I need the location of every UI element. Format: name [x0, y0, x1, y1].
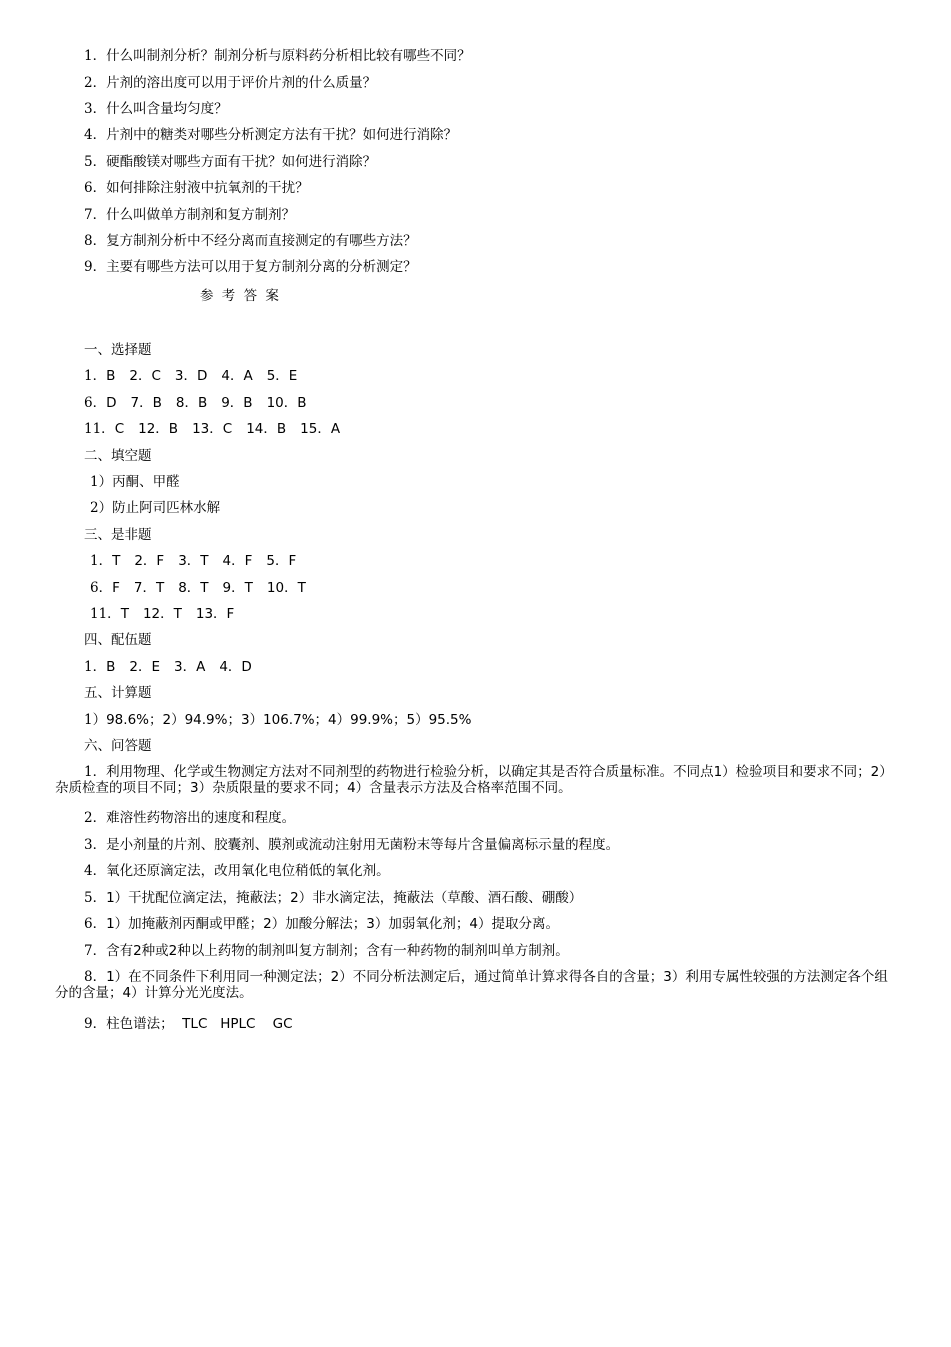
- answer-row: [90, 553, 296, 569]
- qa-text: 柱色谱法； TLC HPLC GC: [106, 1016, 293, 1032]
- question-number: 5．: [84, 154, 107, 170]
- question-number: 6．: [84, 180, 107, 196]
- answer-lead: 1．: [84, 659, 107, 675]
- fill-text: 丙酮、甲醛: [112, 474, 180, 490]
- qa-number: 6．: [84, 916, 107, 932]
- question-text: 片剂中的糖类对哪些分析测定方法有干扰？如何进行消除？: [106, 127, 458, 143]
- question-item: [84, 48, 471, 64]
- question-number: 3．: [84, 101, 107, 117]
- question-text: 复方制剂分析中不经分离而直接测定的有哪些方法？: [106, 233, 417, 249]
- fill-answer: [90, 500, 220, 516]
- calc-answer: [84, 712, 471, 728]
- qa-text: 是小剂量的片剂、胶囊剂、膜剂或流动注射用无菌粉末等每片含量偏离标示量的程度。: [106, 837, 620, 853]
- qa-text: 含有2种或2种以上药物的制剂叫复方制剂；含有一种药物的制剂叫单方制剂。: [106, 943, 569, 959]
- answers-title: 参 考 答 案: [200, 288, 279, 304]
- qa-text: 1）在不同条件下利用同一种测定法；2）不同分析法测定后，通过简单计算求得各自的含量；3）利用专属性较强的方法测定各个组分的含量；4）计算分光光度法。: [55, 969, 888, 1001]
- question-text: 主要有哪些方法可以用于复方制剂分离的分析测定？: [106, 259, 417, 275]
- answer-row: [90, 606, 234, 622]
- answer-item: B: [106, 659, 116, 675]
- answer-row: [84, 395, 307, 411]
- qa-number: 1．: [84, 764, 107, 780]
- question-text: 什么叫含量均匀度？: [106, 101, 228, 117]
- answer-row: [84, 659, 252, 675]
- qa-number: 2．: [84, 810, 107, 826]
- fill-number: 2）: [90, 500, 113, 516]
- answer-item: 4．A: [221, 368, 253, 384]
- answer-lead: 6．: [84, 395, 107, 411]
- answer-item: T: [112, 553, 121, 569]
- qa-answer: [55, 764, 897, 796]
- section-heading: 二、填空题: [84, 448, 152, 464]
- answer-item: 4．F: [222, 553, 253, 569]
- answer-lead: 1．: [90, 553, 113, 569]
- answer-item: 10．T: [266, 580, 306, 596]
- question-item: [84, 154, 376, 170]
- qa-answer: [84, 1016, 293, 1032]
- answer-lead: 6．: [90, 580, 113, 596]
- question-text: 片剂的溶出度可以用于评价片剂的什么质量？: [106, 75, 377, 91]
- qa-answer: [84, 863, 390, 879]
- answer-item: 5．F: [266, 553, 297, 569]
- calc-text: 98.6%；2）94.9%；3）106.7%；4）99.9%；5）95.5%: [106, 712, 472, 728]
- fill-text: 防止阿司匹林水解: [112, 500, 221, 516]
- fill-number: 1）: [90, 474, 113, 490]
- answer-item: 3．A: [173, 659, 206, 675]
- qa-answer: [84, 916, 559, 932]
- answer-item: 9．B: [221, 395, 253, 411]
- answer-item: T: [120, 606, 129, 622]
- question-item: [84, 233, 417, 249]
- answer-item: 13．F: [195, 606, 235, 622]
- question-item: [84, 101, 228, 117]
- answer-row: [84, 421, 340, 437]
- question-number: 2．: [84, 75, 107, 91]
- answer-item: 12．T: [142, 606, 182, 622]
- qa-answer: [84, 890, 582, 906]
- answer-item: 4．D: [219, 659, 252, 675]
- answer-item: 2．F: [134, 553, 165, 569]
- qa-text: 难溶性药物溶出的速度和程度。: [106, 810, 296, 826]
- qa-number: 3．: [84, 837, 107, 853]
- question-number: 7．: [84, 207, 107, 223]
- question-text: 硬酯酸镁对哪些方面有干扰？如何进行消除？: [106, 154, 377, 170]
- answer-item: 3．T: [178, 553, 209, 569]
- answer-item: 12．B: [138, 421, 179, 437]
- answer-item: 13．C: [192, 421, 233, 437]
- qa-answer: [84, 810, 295, 826]
- answer-item: F: [112, 580, 120, 596]
- qa-answer: [84, 943, 569, 959]
- calc-number: 1）: [84, 712, 107, 728]
- qa-number: 5．: [84, 890, 107, 906]
- question-item: [84, 127, 457, 143]
- section-heading: 三、是非题: [84, 527, 152, 543]
- answer-item: 15．A: [300, 421, 341, 437]
- section-heading: 五、计算题: [84, 685, 152, 701]
- answer-item: 8．T: [178, 580, 209, 596]
- answer-lead: 11．: [90, 606, 121, 622]
- answer-lead: 11．: [84, 421, 115, 437]
- question-number: 1．: [84, 48, 107, 64]
- answer-item: 3．D: [174, 368, 208, 384]
- qa-text: 1）干扰配位滴定法，掩蔽法；2）非水滴定法，掩蔽法（草酸、酒石酸、硼酸）: [106, 890, 583, 906]
- qa-answer: [55, 969, 897, 1001]
- question-text: 如何排除注射液中抗氧剂的干扰？: [106, 180, 309, 196]
- answer-item: 2．C: [129, 368, 161, 384]
- answer-item: 10．B: [266, 395, 307, 411]
- question-item: [84, 259, 417, 275]
- answer-row: [90, 580, 306, 596]
- question-item: [84, 207, 295, 223]
- answer-item: D: [106, 395, 117, 411]
- question-number: 4．: [84, 127, 107, 143]
- qa-answer: [84, 837, 619, 853]
- question-item: [84, 180, 309, 196]
- answer-item: 9．T: [222, 580, 253, 596]
- answer-row: [84, 368, 297, 384]
- qa-number: 4．: [84, 863, 107, 879]
- section-heading: 一、选择题: [84, 342, 152, 358]
- answer-item: 14．B: [246, 421, 287, 437]
- qa-text: 利用物理、化学或生物测定方法对不同剂型的药物进行检验分析，以确定其是否符合质量标准。不同点1）检验项目和要求不同；2）杂质检查的项目不同；3）杂质限量的要求不同；4）含量表示方法及合格率范围不同。: [55, 764, 893, 796]
- qa-text: 1）加掩蔽剂丙酮或甲醛；2）加酸分解法；3）加弱氧化剂；4）提取分离。: [106, 916, 559, 932]
- qa-number: 9．: [84, 1016, 107, 1032]
- answer-item: B: [106, 368, 116, 384]
- section-heading: 四、配伍题: [84, 632, 152, 648]
- section-heading: 六、问答题: [84, 738, 152, 754]
- answer-item: 7．B: [130, 395, 162, 411]
- answer-item: 8．B: [175, 395, 208, 411]
- question-text: 什么叫做单方制剂和复方制剂？: [106, 207, 296, 223]
- answer-item: C: [114, 421, 125, 437]
- question-number: 9．: [84, 259, 107, 275]
- qa-number: 8．: [84, 969, 107, 985]
- answer-item: 2．E: [129, 659, 160, 675]
- question-item: [84, 75, 376, 91]
- question-text: 什么叫制剂分析？制剂分析与原料药分析相比较有哪些不同？: [106, 48, 471, 64]
- qa-text: 氧化还原滴定法，改用氧化电位稍低的氧化剂。: [106, 863, 390, 879]
- question-number: 8．: [84, 233, 107, 249]
- answer-item: 5．E: [266, 368, 298, 384]
- answer-lead: 1．: [84, 368, 107, 384]
- answer-item: 7．T: [133, 580, 165, 596]
- fill-answer: [90, 474, 180, 490]
- qa-number: 7．: [84, 943, 107, 959]
